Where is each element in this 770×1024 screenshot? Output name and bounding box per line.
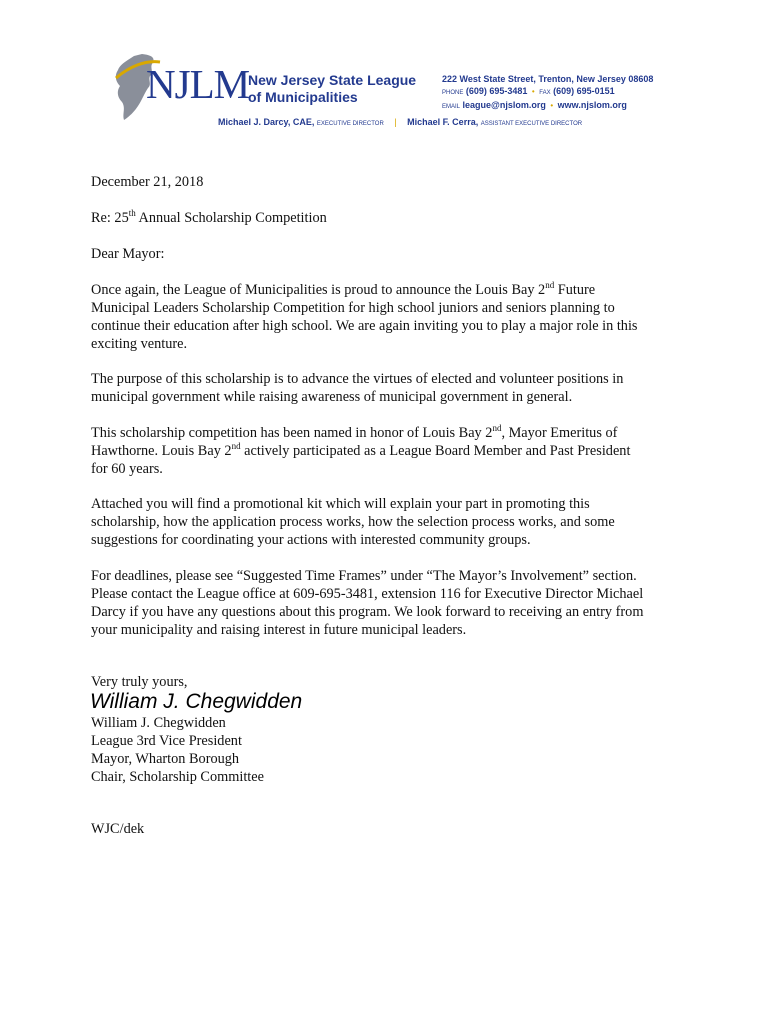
njlm-logo-text: NJLM (146, 61, 250, 107)
paragraph-5 (91, 567, 691, 639)
bullet-dot: • (550, 101, 554, 110)
fax-number: (609) 695-0151 (553, 86, 615, 96)
p3-text-a: This scholarship competition has been named in honor of Louis Bay 2 (91, 425, 493, 441)
p1-line3: continue their education after high school. We are again inviting you to play a major role in this (91, 318, 638, 334)
org-name-line2: of Municipalities (248, 89, 358, 105)
p3-sup1: nd (492, 423, 502, 434)
p1-line2: Municipal Leaders Scholarship Competition for high school juniors and seniors planning to (91, 300, 615, 316)
bullet-dot: • (531, 87, 535, 96)
subject-prefix: Re: 25 (91, 210, 129, 226)
p1-text-b: Future (554, 282, 596, 298)
paragraph-2 (91, 370, 691, 406)
subject-sup: th (128, 208, 136, 219)
phone-label: PHONE (442, 90, 464, 96)
fax-label: FAX (539, 90, 551, 96)
salutation: Dear Mayor: (91, 246, 165, 262)
organization-name (248, 72, 416, 106)
exec-director-role: EXECUTIVE DIRECTOR (316, 121, 384, 127)
address: 222 West State Street, Trenton, New Jersey 08608 (442, 74, 654, 84)
paragraph-1 (91, 281, 691, 353)
contact-block (442, 73, 653, 113)
phone-number: (609) 695-3481 (465, 86, 528, 96)
phone-fax-line (442, 85, 653, 99)
asst-director-role: ASSISTANT EXECUTIVE DIRECTOR (480, 121, 583, 127)
p5-line4: your municipality and raising interest in future municipal leaders. (91, 622, 467, 638)
p1-text-a: Once again, the League of Municipalities is proud to announce the Louis Bay 2 (91, 282, 546, 298)
closing: Very truly yours, (91, 674, 188, 690)
signer-title-2: Mayor, Wharton Borough (91, 751, 240, 767)
subject-line (91, 209, 327, 227)
p3-text-d: actively participated as a League Board Member and Past President (240, 443, 631, 459)
p4-line2: scholarship, how the application process works, how the selection process works, and some (91, 514, 615, 530)
org-name-line1: New Jersey State League (248, 72, 417, 88)
p3-line3: for 60 years. (91, 461, 163, 477)
signature: William J. Chegwidden (90, 690, 303, 713)
asst-director-name: Michael F. Cerra, (407, 117, 479, 127)
signer-title-3: Chair, Scholarship Committee (91, 769, 264, 785)
p3-text-c: Hawthorne. Louis Bay 2 (91, 443, 232, 459)
p5-line3: Darcy if you have any questions about this program. We look forward to receiving an entry from (91, 604, 644, 620)
staff-line (218, 117, 582, 127)
separator: | (394, 117, 397, 127)
p4-line1: Attached you will find a promotional kit which will explain your part in promoting this (91, 496, 590, 512)
email-web-line (442, 99, 653, 113)
p1-line4: exciting venture. (91, 336, 188, 352)
letterhead (0, 0, 770, 140)
paragraph-3 (91, 424, 691, 478)
p2-line1: The purpose of this scholarship is to advance the virtues of elected and volunteer positions in (91, 371, 624, 387)
p3-sup2: nd (231, 441, 241, 452)
paragraph-4 (91, 495, 691, 549)
subject-suffix: Annual Scholarship Competition (135, 210, 327, 226)
p4-line3: suggestions for coordinating your actions with interested community groups. (91, 532, 531, 548)
signer-name: William J. Chegwidden (91, 715, 226, 731)
letter-date: December 21, 2018 (91, 174, 204, 190)
typist-initials: WJC/dek (91, 821, 145, 837)
p5-line1: For deadlines, please see “Suggested Time Frames” under “The Mayor’s Involvement” section. (91, 568, 637, 584)
website[interactable]: www.njslom.org (557, 100, 627, 110)
p5-line2: Please contact the League office at 609-695-3481, extension 116 for Executive Director Michael (91, 586, 644, 602)
p3-text-b: , Mayor Emeritus of (501, 425, 618, 441)
p2-line2: municipal government while raising awareness of municipal government in general. (91, 389, 573, 405)
email-address[interactable]: league@njslom.org (462, 100, 546, 110)
p1-sup: nd (545, 280, 555, 291)
signer-title-1: League 3rd Vice President (91, 733, 242, 749)
email-label: EMAIL (442, 104, 461, 110)
exec-director-name: Michael J. Darcy, CAE, (218, 117, 315, 127)
signature-block (91, 714, 264, 786)
